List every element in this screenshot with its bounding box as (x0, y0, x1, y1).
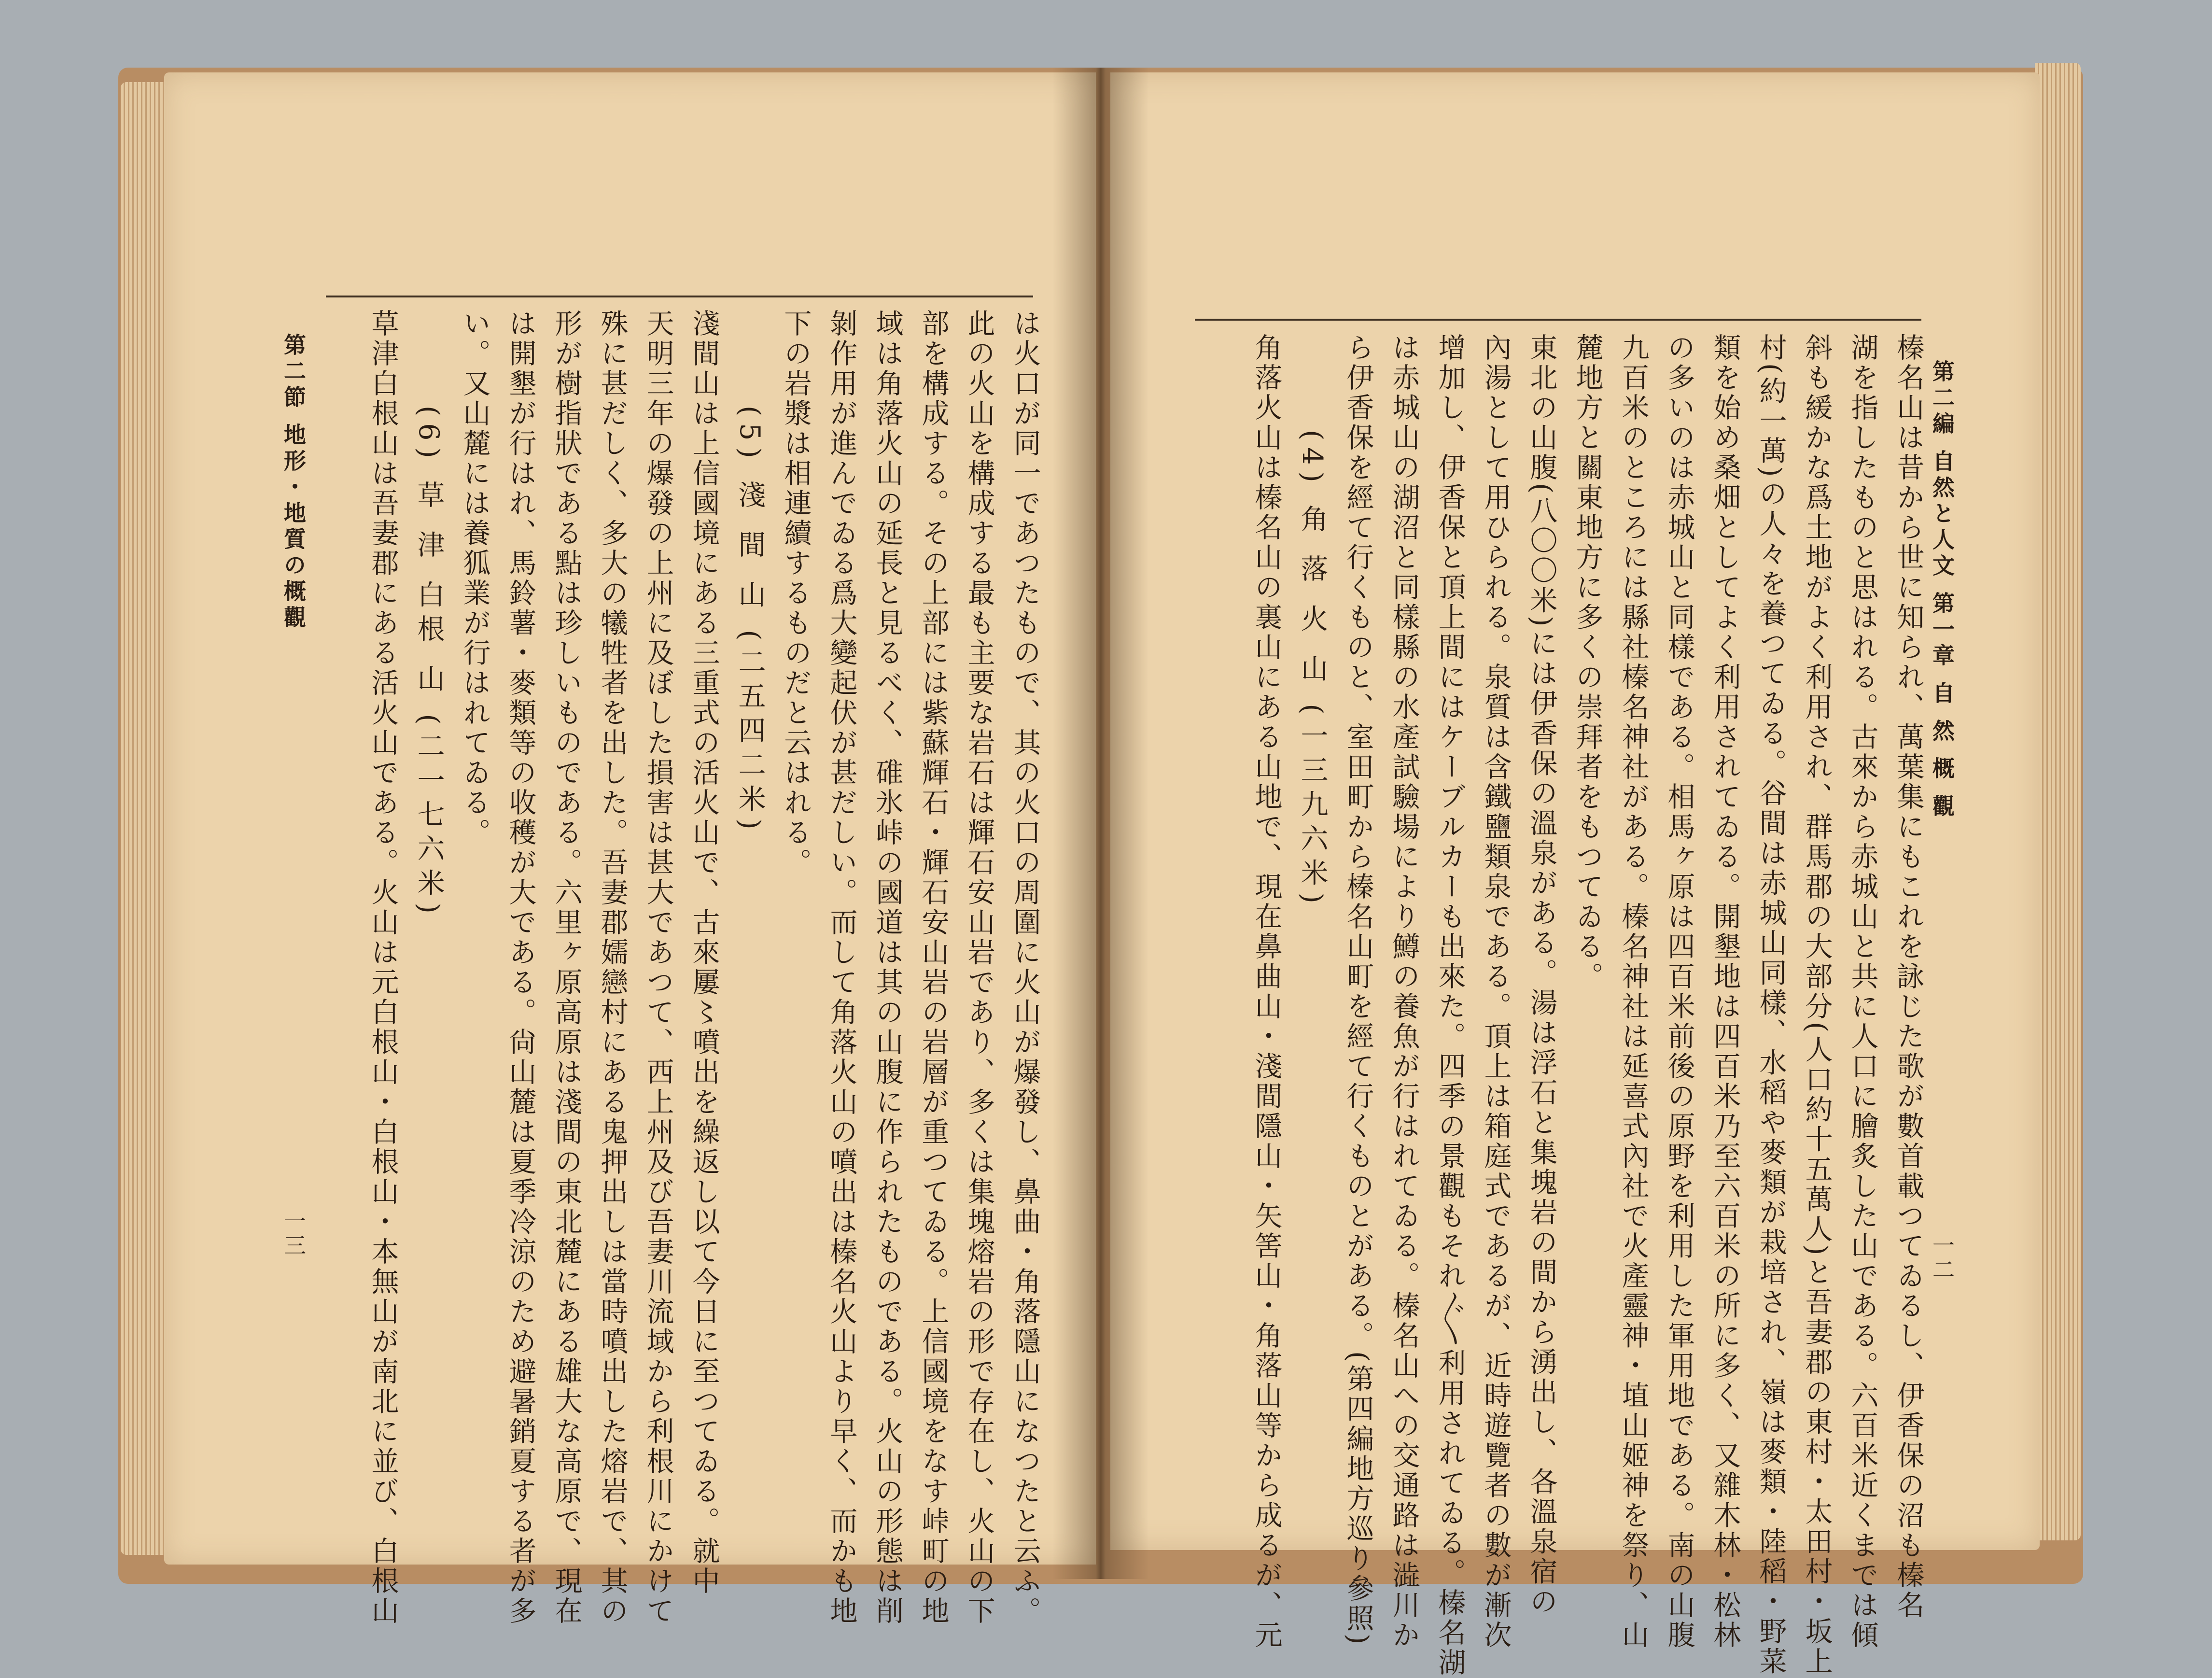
left-page-number: 一三 (280, 1210, 307, 1258)
body-line: ら伊香保を經て行くものと、室田町から榛名山町を經て行くものとがある。(第四編地方巡り參照) (1342, 333, 1374, 1647)
right-running-head: 第二編 自然と人文 第一章 自 然 概 觀 (1929, 360, 1955, 821)
body-line: 斜も緩かな爲土地がよく利用され、群馬郡の大部分(人口約十五萬人)と吾妻郡の東村・太田村・坂上 (1801, 333, 1833, 1677)
body-line: 殊に甚だしく、多大の犧牲者を出した。吾妻郡嬬戀村にある鬼押出しは當時噴出した熔岩で、其の (596, 309, 628, 1626)
body-line: 形が樹指狀である點は珍しいものである。六里ヶ原高原は淺間の東北麓にある雄大な高原で、現在 (550, 309, 582, 1626)
body-line: 村(約一萬)の人々を養つてゐる。谷間は赤城山同樣、水稻や麥類が栽培され、嶺は麥類・陸稻・野菜 (1755, 333, 1787, 1677)
right-page-edges (2035, 63, 2081, 1540)
body-line: 九百米のところには縣社榛名神社がある。榛名神社は延喜式內社で火產靈神・埴山姬神を祭り、山 (1617, 333, 1649, 1650)
section-heading-4: (4) 角 落 火 山 (一三九六米) (1296, 430, 1328, 910)
body-line: 域は角落火山の延長と見るべく、碓氷峠の國道は其の山腹に作られたものである。火山の形態は削 (871, 309, 903, 1626)
body-line: 下の岩漿は相連續するものだと云はれる。 (780, 309, 812, 878)
right-page-number: 一二 (1929, 1234, 1955, 1282)
section-heading-6: (6) 草 津 白根 山 (二一七六米) (413, 406, 445, 920)
body-line: 淺間山は上信國境にある三重式の活火山で、古來屢〻噴出を繰返し以て今日に至つてゐる。就中 (688, 309, 720, 1596)
body-line: い。又山麓には養狐業が行はれてゐる。 (459, 309, 490, 848)
body-line: 增加し、伊香保と頂上間にはケーブルカーも出來た。四季の景觀もそれ〴〵利用されてゐる。榛名湖 (1434, 333, 1466, 1678)
left-running-head: 第二節 地形・地質の概觀 (280, 333, 307, 632)
left-page-edges (121, 82, 164, 1555)
right-header-rule (1195, 319, 1921, 321)
body-line: 榛名山は昔から世に知られ、萬葉集にもこれを詠じた歌が數首載つてゐるし、伊香保の沼も榛名 (1892, 333, 1924, 1621)
body-line: 東北の山腹(八〇〇米)には伊香保の溫泉がある。湯は浮石と集塊岩の間から湧出し、各溫泉宿の (1526, 333, 1557, 1617)
section-heading-5: (5) 淺 間 山 (二五四二米) (734, 406, 766, 836)
body-line: 類を始め桑畑としてよく利用されてゐる。開墾地は四百米乃至六百米の所に多く、又雜木林・松林 (1709, 333, 1741, 1650)
body-line: 內湯として用ひられる。泉質は含鐵鹽類泉である。頂上は箱庭式であるが、近時遊覽者の數が漸次 (1480, 333, 1512, 1650)
body-line: 此の火山を構成する最も主要な岩石は輝石安山岩であり、多くは集塊熔岩の形で存在し、火山の下 (963, 309, 995, 1626)
body-line: 部を構成する。その上部には紫蘇輝石・輝石安山岩の岩層が重つてゐる。上信國境をなす峠町の地 (917, 309, 949, 1626)
body-line: は開墾が行はれ、馬鈴薯・麥類等の收穫が大である。尙山麓は夏季冷涼のため避暑銷夏する者が多 (504, 309, 536, 1626)
body-line: 湖を指したものと思はれる。古來から赤城山と共に人口に膾炙した山である。六百米近くまでは傾 (1847, 333, 1878, 1650)
body-line: 角落火山は榛名山の裏山にある山地で、現在鼻曲山・淺間隱山・矢筈山・角落山等から成るが、元 (1250, 333, 1282, 1650)
body-line: 草津白根山は吾妻郡にある活火山である。火山は元白根山・白根山・本無山が南北に並び、白根山 (367, 309, 399, 1626)
book-spine-shadow (1052, 68, 1149, 1579)
body-line: は赤城山の湖沼と同樣縣の水產試驗場により鱒の養魚が行はれてゐる。榛名山への交通路は澁川か (1388, 333, 1420, 1650)
left-page-body (294, 309, 1048, 1626)
left-header-rule (326, 296, 1033, 297)
body-line: は火口が同一であつたもので、其の火口の周圍に火山が爆發し、鼻曲・角落隱山になつたと云ふ。 (1009, 309, 1041, 1626)
body-line: の多いのは赤城山と同樣である。相馬ヶ原は四百米前後の原野を利用した軍用地である。南の山腹 (1663, 333, 1695, 1650)
right-page-body (1178, 333, 1931, 1678)
body-line: 麓地方と關東地方に多くの崇拜者をもつてゐる。 (1571, 333, 1603, 992)
body-line: 剝作用が進んでゐる爲大變起伏が甚だしい。而して角落火山の噴出は榛名火山より早く、而かも地 (826, 309, 857, 1626)
body-line: 天明三年の爆發の上州に及ぼした損害は甚大であつて、西上州及び吾妻川流域から利根川にかけて (642, 309, 674, 1626)
